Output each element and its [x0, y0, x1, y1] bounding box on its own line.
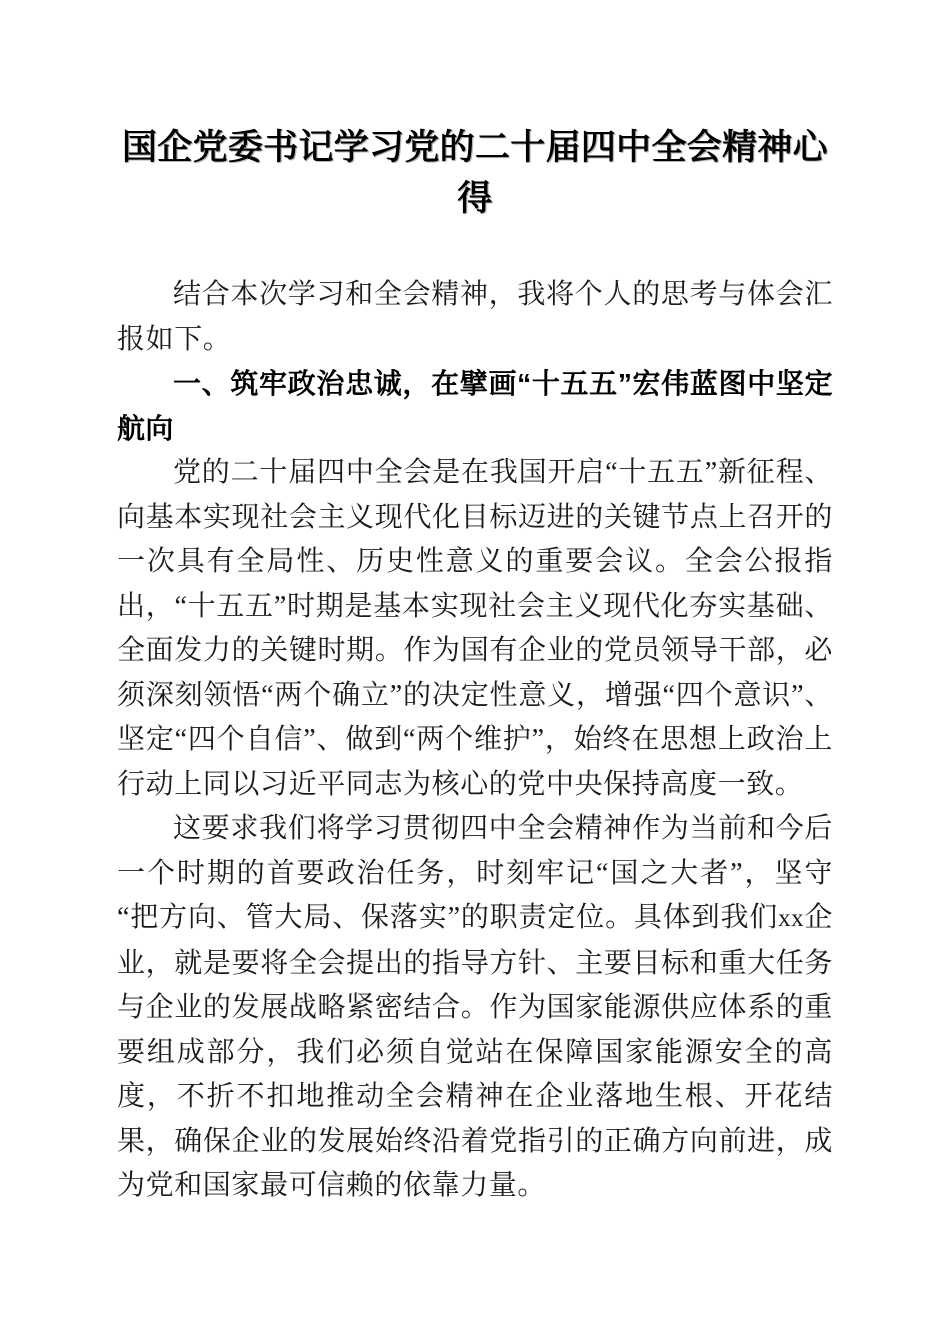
latin-run: xx: [778, 905, 805, 932]
body-paragraph-1: 党的二十届四中全会是在我国开启“十五五”新征程、向基本实现社会主义现代化目标迈进的关键节点上召开的一次具有全局性、历史性意义的重要会议。全会公报指出，“十五五”时期是基本实现社会主义现代化夯实基础、全面发力的关键时期。作为国有企业的党员领导干部，必须深刻领悟“两个确立”的决定性意义，增强“四个意识”、坚定“四个自信”、做到“两个维护”，始终在思想上政治上行动上同以习近平同志为核心的党中央保持高度一致。: [117, 457, 833, 800]
page-title: 国企党委书记学习党的二十届四中全会精神心得: [121, 127, 828, 219]
page-content-area: [117, 0, 833, 1209]
body-paragraph-2: 这要求我们将学习贯彻四中全会精神作为当前和今后一个时期的首要政治任务，时刻牢记“国之大者”，坚守“把方向、管大局、保落实”的职责定位。具体到我们xx企业，就是要将全会提出的指导方针、主要目标和重大任务与企业的发展战略紧密结合。作为国家能源供应体系的重要组成部分，我们必须自觉站在保障国家能源安全的高度，不折不扣地推动全会精神在企业落地生根、开花结果，确保企业的发展始终沿着党指引的正确方向前进，成为党和国家最可信赖的依靠力量。: [117, 813, 833, 1201]
section-heading-1: 一、筑牢政治忠诚，在擘画“十五五”宏伟蓝图中坚定航向: [117, 368, 833, 444]
intro-paragraph: 结合本次学习和全会精神，我将个人的思考与体会汇报如下。: [117, 279, 833, 355]
